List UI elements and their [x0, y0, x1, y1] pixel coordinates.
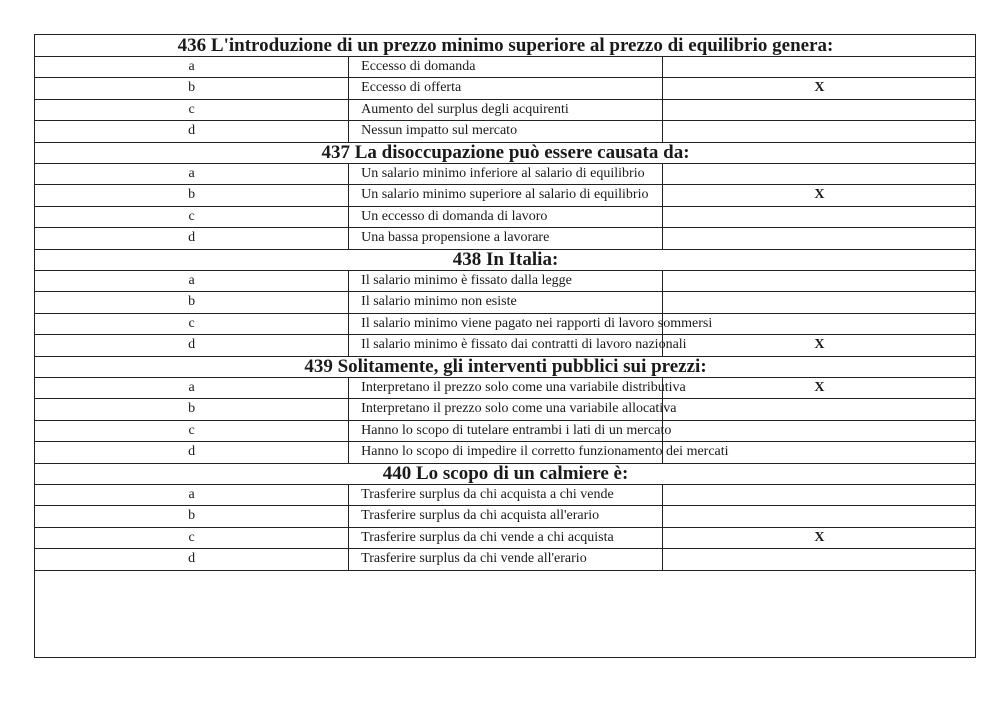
answer-row	[35, 399, 976, 421]
answer-text: Il salario minimo viene pagato nei rapporti di lavoro sommersi	[349, 313, 663, 335]
answer-letter: d	[35, 549, 349, 571]
answer-text: Trasferire surplus da chi vende a chi acquista	[349, 527, 663, 549]
answer-row	[35, 270, 976, 292]
answer-text: Aumento del surplus degli acquirenti	[349, 99, 663, 121]
answer-mark: X	[662, 377, 976, 399]
question-row	[35, 142, 976, 163]
answer-text: Il salario minimo è fissato dalla legge	[349, 270, 663, 292]
answer-row	[35, 377, 976, 399]
answer-letter: b	[35, 292, 349, 314]
answer-text: Il salario minimo è fissato dai contratti di lavoro nazionali	[349, 335, 663, 357]
answer-text: Trasferire surplus da chi acquista all'erario	[349, 506, 663, 528]
question-row	[35, 249, 976, 270]
answer-mark	[662, 420, 976, 442]
answer-letter: d	[35, 228, 349, 250]
answer-text: Eccesso di domanda	[349, 56, 663, 78]
answer-mark	[662, 99, 976, 121]
answer-letter: a	[35, 484, 349, 506]
answer-letter: a	[35, 163, 349, 185]
answer-row	[35, 56, 976, 78]
answer-mark: X	[662, 185, 976, 207]
answer-mark	[662, 399, 976, 421]
question-row	[35, 463, 976, 484]
answer-mark	[662, 549, 976, 571]
answer-letter: b	[35, 78, 349, 100]
answer-row	[35, 185, 976, 207]
answer-mark	[662, 121, 976, 143]
answer-row	[35, 549, 976, 571]
answer-letter: b	[35, 506, 349, 528]
answer-mark	[662, 228, 976, 250]
question-title: 438 In Italia:	[35, 249, 976, 270]
answer-row	[35, 78, 976, 100]
answer-row	[35, 228, 976, 250]
answer-letter: b	[35, 399, 349, 421]
answer-text: Hanno lo scopo di tutelare entrambi i lati di un mercato	[349, 420, 663, 442]
answer-row	[35, 420, 976, 442]
question-title: 440 Lo scopo di un calmiere è:	[35, 463, 976, 484]
answer-mark: X	[662, 78, 976, 100]
question-title: 436 L'introduzione di un prezzo minimo superiore al prezzo di equilibrio genera:	[35, 35, 976, 56]
quiz-sheet	[34, 34, 976, 658]
answer-mark	[662, 292, 976, 314]
answer-row	[35, 206, 976, 228]
question-row	[35, 35, 976, 56]
answer-text: Eccesso di offerta	[349, 78, 663, 100]
answer-row	[35, 313, 976, 335]
answer-mark: X	[662, 335, 976, 357]
answer-letter: d	[35, 335, 349, 357]
answer-row	[35, 292, 976, 314]
question-title: 439 Solitamente, gli interventi pubblici sui prezzi:	[35, 356, 976, 377]
answer-row	[35, 163, 976, 185]
answer-text: Una bassa propensione a lavorare	[349, 228, 663, 250]
answer-text: Hanno lo scopo di impedire il corretto funzionamento dei mercati	[349, 442, 663, 464]
answer-letter: c	[35, 206, 349, 228]
answer-letter: d	[35, 442, 349, 464]
answer-mark	[662, 506, 976, 528]
answer-text: Il salario minimo non esiste	[349, 292, 663, 314]
answer-row	[35, 121, 976, 143]
answer-text: Un salario minimo inferiore al salario di equilibrio	[349, 163, 663, 185]
answer-mark	[662, 270, 976, 292]
question-title: 437 La disoccupazione può essere causata da:	[35, 142, 976, 163]
answer-letter: a	[35, 56, 349, 78]
answer-letter: c	[35, 527, 349, 549]
answer-row	[35, 442, 976, 464]
answer-letter: d	[35, 121, 349, 143]
answer-text: Interpretano il prezzo solo come una variabile allocativa	[349, 399, 663, 421]
answer-text: Interpretano il prezzo solo come una variabile distributiva	[349, 377, 663, 399]
answer-letter: a	[35, 377, 349, 399]
answer-row	[35, 506, 976, 528]
quiz-table	[35, 35, 976, 571]
answer-text: Un eccesso di domanda di lavoro	[349, 206, 663, 228]
answer-letter: a	[35, 270, 349, 292]
answer-row	[35, 99, 976, 121]
answer-letter: c	[35, 99, 349, 121]
answer-mark: X	[662, 527, 976, 549]
answer-letter: b	[35, 185, 349, 207]
answer-mark	[662, 56, 976, 78]
answer-row	[35, 527, 976, 549]
answer-row	[35, 335, 976, 357]
answer-letter: c	[35, 313, 349, 335]
answer-text: Un salario minimo superiore al salario di equilibrio	[349, 185, 663, 207]
answer-letter: c	[35, 420, 349, 442]
answer-mark	[662, 484, 976, 506]
question-row	[35, 356, 976, 377]
answer-text: Nessun impatto sul mercato	[349, 121, 663, 143]
answer-row	[35, 484, 976, 506]
answer-text: Trasferire surplus da chi acquista a chi vende	[349, 484, 663, 506]
answer-text: Trasferire surplus da chi vende all'erario	[349, 549, 663, 571]
answer-mark	[662, 163, 976, 185]
answer-mark	[662, 206, 976, 228]
